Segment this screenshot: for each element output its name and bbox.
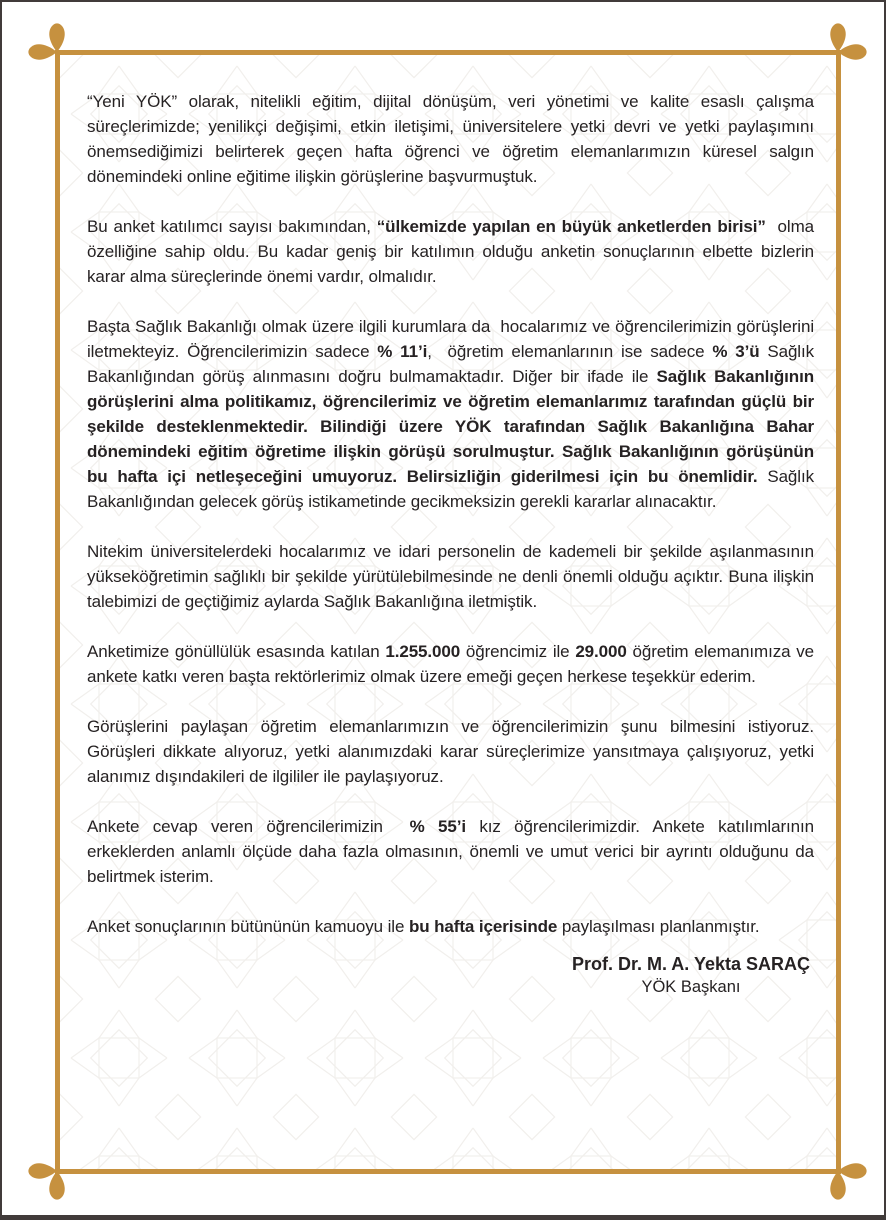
bold-text-run: 29.000: [575, 642, 627, 661]
corner-ornament-top-left-icon: [25, 20, 89, 84]
text-run: Ankete cevap veren öğrencilerimizin: [87, 817, 410, 836]
bold-text-run: bu hafta içerisinde: [408, 917, 558, 936]
signature-name: Prof. Dr. M. A. Yekta SARAÇ: [571, 954, 810, 974]
text-run: Başta Sağlık Bakanlığı olmak üzere ilgili kurumlara da hocalarımız ve öğrencilerimizin görüşlerini iletmekteyiz. Öğrencilerimizin sadece: [87, 317, 814, 361]
signature-title: YÖK Başkanı: [641, 978, 741, 996]
text-run: öğretim elemanımıza ve ankete katkı veren başta rektörlerimiz olmak üzere emeği geçen herkese teşekkür ederim.: [87, 642, 814, 686]
paragraph: [87, 639, 814, 689]
paragraph: [87, 914, 814, 939]
bold-text-run: % 11’i: [377, 342, 428, 361]
paragraph: [87, 714, 814, 789]
bold-text-run: % 3’ü: [712, 342, 760, 361]
text-run: öğrencimiz ile: [460, 642, 576, 661]
text-run: Anketimize gönüllülük esasında katılan: [87, 642, 386, 661]
bold-text-run: % 55’i: [409, 817, 466, 836]
bold-text-run: “ülkemizde yapılan en büyük anketlerden birisi”: [376, 217, 766, 236]
text-run: , öğretim elemanlarının ise sadece: [427, 342, 713, 361]
text-run: olma özelliğine sahip oldu. Bu kadar geniş bir katılımın olduğu anketin sonuçlarının elbette bizlerin karar alma süreçlerinde önemi vardır, olmalıdır.: [87, 217, 814, 286]
letter-body: [87, 89, 814, 999]
paragraph: [87, 814, 814, 889]
signature-block: [572, 952, 810, 999]
text-run: “Yeni YÖK” olarak, nitelikli eğitim, dijital dönüşüm, veri yönetimi ve kalite esaslı çalışma süreçlerimizde; yenilikçi değişimi, etkin iletişimi, üniversitelere yetki devri ve yetki paylaşımını önemsediğimizi belirterek geçen hafta öğrenci ve öğretim elemanlarımızın küresel salgın dönemindeki online eğitime ilişkin görüşlerine başvurmuştuk.: [87, 92, 814, 186]
corner-ornament-bottom-right-icon: [806, 1139, 870, 1203]
text-run: kız öğrencilerimizdir. Ankete katılımlarının erkeklerden anlamlı ölçüde daha fazla olmasının, önemli ve umut verici bir ayrıntı olduğunu da belirtmek isterim.: [87, 817, 814, 886]
text-run: Sağlık Bakanlığından görüş alınmasını doğru bulmamaktadır. Diğer bir ifade ile: [87, 342, 814, 386]
text-run: Anket sonuçlarının bütününün kamuoyu ile: [87, 917, 409, 936]
text-run: Sağlık Bakanlığından gelecek görüş istikametinde gecikmeksizin gerekli kararlar alınacaktır.: [87, 467, 814, 511]
bold-text-run: Sağlık Bakanlığının görüşlerini alma politikamız, öğrencilerimiz ve öğretim elemanlarımız tarafından güçlü bir şekilde desteklenmektedir. Bilindiği üzere YÖK tarafından Sağlık Bakanlığına Bahar dönemindeki eğitim öğretime ilişkin görüşü sorulmuştur. Sağlık Bakanlığının görüşünün bu hafta içi netleşeceğini umuyoruz. Belirsizliğin giderilmesi için bu önemlidir.: [87, 367, 815, 486]
text-run: Bu anket katılımcı sayısı bakımından,: [87, 217, 377, 236]
text-run: Nitekim üniversitelerdeki hocalarımız ve idari personelin de kademeli bir şekilde aşılanmasının yükseköğretimin sağlıklı bir şekilde yürütülebilmesinde ne denli önemli olduğu açıktır. Buna ilişkin talebimizi de geçtiğimiz aylarda Sağlık Bakanlığına iletmiştik.: [87, 542, 814, 611]
text-run: paylaşılması planlanmıştır.: [557, 917, 760, 936]
text-run: Görüşlerini paylaşan öğretim elemanlarımızın ve öğrencilerimizin şunu bilmesini istiyoruz. Görüşleri dikkate alıyoruz, yetki alanımızdaki karar süreçlerimize yansıtmaya çalışıyoruz, yetki alanımız dışındakileri de ilgililer ile paylaşıyoruz.: [87, 717, 814, 786]
paragraph: [87, 539, 814, 614]
paragraphs-container: [87, 89, 814, 939]
bold-text-run: 1.255.000: [385, 642, 461, 661]
paragraph: [87, 314, 814, 514]
paragraph: [87, 89, 814, 189]
corner-ornament-top-right-icon: [806, 20, 870, 84]
corner-ornament-bottom-left-icon: [25, 1139, 89, 1203]
paragraph: [87, 214, 814, 289]
